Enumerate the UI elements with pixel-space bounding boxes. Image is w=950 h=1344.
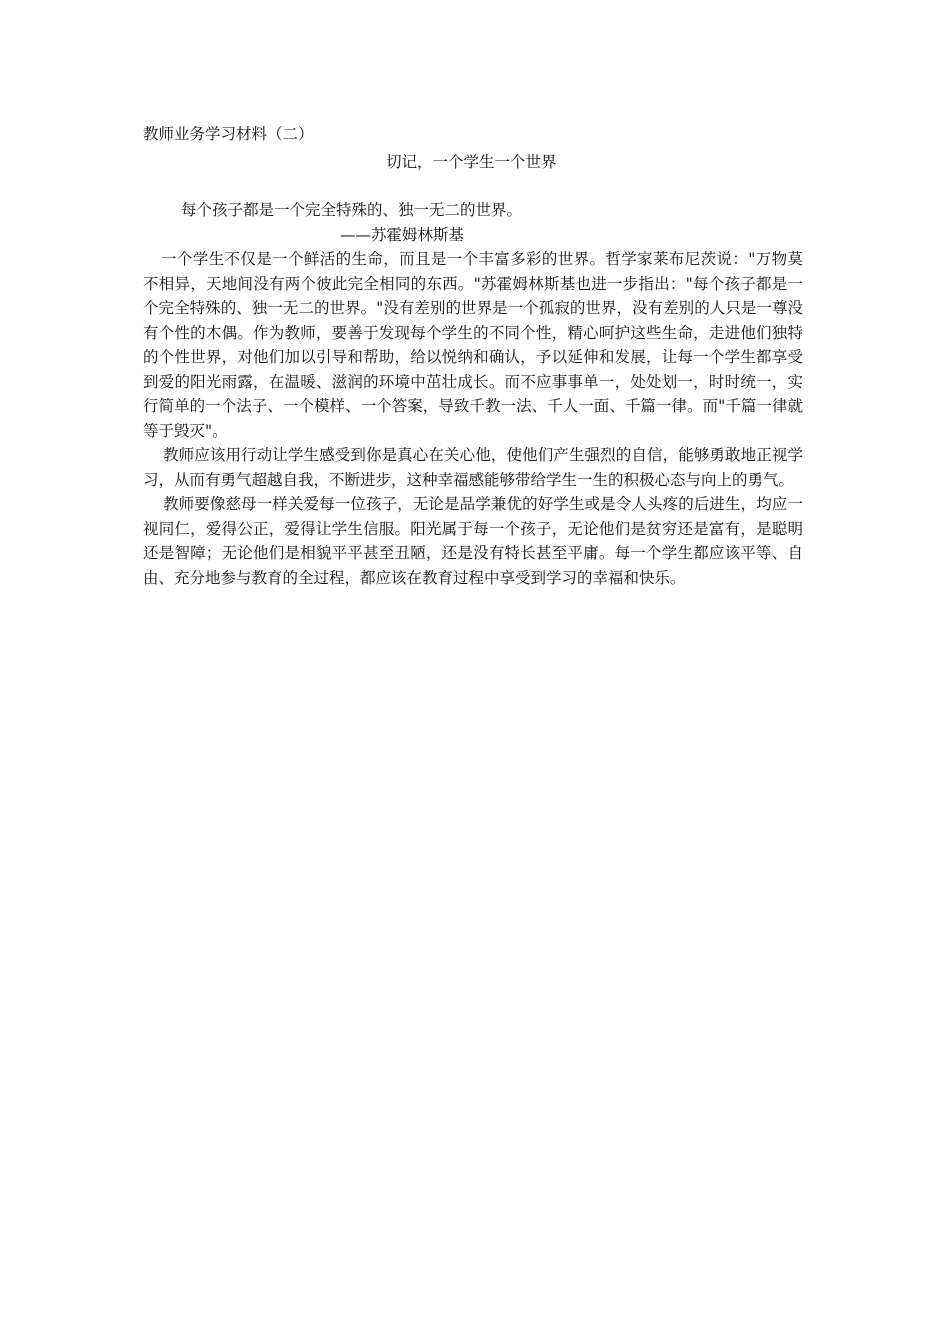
- body-paragraph-1: 一个学生不仅是一个鲜活的生命，而且是一个丰富多彩的世界。哲学家莱布尼茨说："万物莫不相异，天地间没有两个彼此完全相同的东西。"苏霍姆林斯基也进一步指出："每个孩子都是一个完全特殊的、独一无二的世界。"没有差别的世界是一个孤寂的世界，没有差别的人只是一尊没有个性的木偶。作为教师，要善于发现每个学生的不同个性，精心呵护这些生命，走进他们独特的个性世界，对他们加以引导和帮助，给以悦纳和确认，予以延伸和发展，让每一个学生都享受到爱的阳光雨露，在温暖、滋润的环境中茁壮成长。而不应事事单一，处处划一，时时统一，实行简单的一个法子、一个模样、一个答案，导致千教一法、千人一面、千篇一律。而"千篇一律就等于毁灭"。: [143, 250, 803, 440]
- document-title: 切记，一个学生一个世界: [386, 152, 557, 171]
- document-header: 教师业务学习材料（二）: [143, 125, 314, 143]
- body-paragraph-3: 教师要像慈母一样关爱每一位孩子，无论是品学兼优的好学生或是令人头疼的后进生，均应一视同仁，爱得公正，爱得让学生信服。阳光属于每一个孩子，无论他们是贫穷还是富有，是聪明还是智障；无论他们是相貌平平甚至丑陋，还是没有特长甚至平庸。每一个学生都应该平等、自由、充分地参与教育的全过程，都应该在教育过程中享受到学习的幸福和快乐。: [143, 495, 803, 587]
- document-body: [143, 122, 803, 590]
- blank-line: [143, 174, 803, 198]
- epigraph-attribution: ——苏霍姆林斯基: [340, 225, 465, 244]
- body-paragraph-2: 教师应该用行动让学生感受到你是真心在关心他，使他们产生强烈的自信，能够勇敢地正视学习，从而有勇气超越自我，不断进步，这种幸福感能够带给学生一生的积极心态与向上的勇气。: [143, 446, 803, 489]
- epigraph-quote: 每个孩子都是一个完全特殊的、独一无二的世界。: [181, 201, 523, 219]
